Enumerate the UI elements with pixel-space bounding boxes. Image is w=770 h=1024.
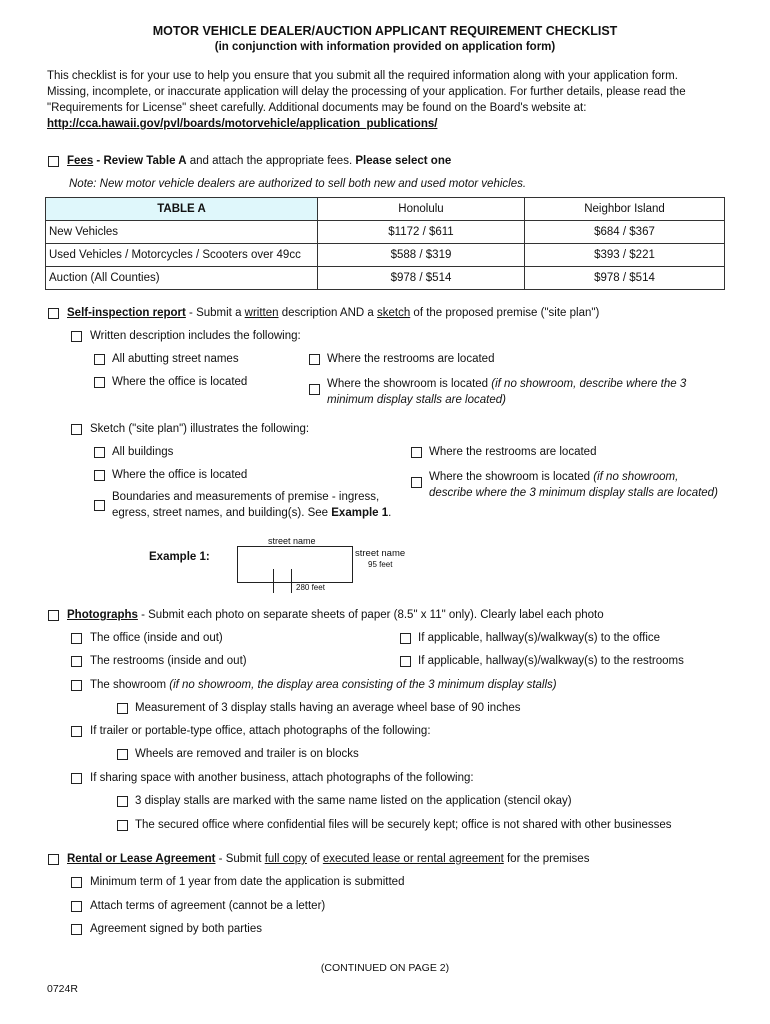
intro-line-2: Missing, incomplete, or inaccurate application will delay the processing of your application. For further details, please read the [47,86,686,98]
intro-line-3: "Requirements for License" sheet carefully. Additional documents may be found on the Board's website at: [47,102,587,114]
self-inspection-checkbox[interactable] [48,308,59,319]
feet-bottom: 280 feet [296,583,325,592]
boundaries-label-2 [112,507,391,519]
sketch-label: Sketch ("site plan") illustrates the following: [90,423,310,435]
wd-office-checkbox[interactable] [94,377,105,388]
wd-restrooms-checkbox[interactable] [309,354,320,365]
table-row [46,221,725,244]
min-term-label: Minimum term of 1 year from date the application is submitted [90,876,405,888]
hallway-restrooms-checkbox[interactable] [400,656,411,667]
sk-showroom-note-2: describe where the 3 minimum display stalls are located) [429,487,718,499]
table-header-cell: Honolulu [318,198,525,221]
sketch-divider [273,569,274,593]
self-inspection-text: - Submit a [185,307,245,319]
written-word: written [244,307,279,319]
self-inspection-line [67,307,599,319]
hallway-office-checkbox[interactable] [400,633,411,644]
stalls-measure-checkbox[interactable] [117,703,128,714]
rental-text: for the premises [503,853,590,865]
rental-label: Rental or Lease Agreement [67,853,216,865]
sketch-word: sketch [376,307,411,319]
fees-checkbox[interactable] [48,156,59,167]
board-website-link[interactable]: http://cca.hawaii.gov/pvl/boards/motorvehicle/application_publications/ [47,118,438,130]
street-name-right: street name [355,548,406,559]
wd-showroom-checkbox[interactable] [309,384,320,395]
wd-showroom-note-2: minimum display stalls are located) [327,394,506,406]
photo-office-checkbox[interactable] [71,633,82,644]
hallway-office-label: If applicable, hallway(s)/walkway(s) to the office [418,632,661,644]
example-ref: Example 1 [331,507,389,519]
table-row [46,244,725,267]
fees-dash: - [93,155,104,167]
sk-office-label: Where the office is located [112,469,248,481]
table-cell: Auction (All Counties) [46,267,318,290]
secured-office-checkbox[interactable] [117,820,128,831]
self-inspection-text: description AND a [278,307,377,319]
sk-restrooms-checkbox[interactable] [411,447,422,458]
table-header-cell: TABLE A [46,198,318,221]
rental-line [67,853,589,865]
stalls-measure-label: Measurement of 3 display stalls having an average wheel base of 90 inches [135,702,521,714]
street-names-checkbox[interactable] [94,354,105,365]
buildings-checkbox[interactable] [94,447,105,458]
boundaries-label-1: Boundaries and measurements of premise - ingress, [112,491,380,503]
trailer-label: If trailer or portable-type office, attach photographs of the following: [90,725,431,737]
wd-showroom-note: (if no showroom, describe where the 3 [491,378,687,390]
table-cell: $978 / $514 [525,267,725,290]
table-cell: $1172 / $611 [318,221,525,244]
fees-rest: and attach the appropriate fees. [186,155,356,167]
continued-note: (CONTINUED ON PAGE 2) [320,962,450,974]
photo-restrooms-checkbox[interactable] [71,656,82,667]
period: . [388,507,392,519]
page-title: MOTOR VEHICLE DEALER/AUCTION APPLICANT REQUIREMENT CHECKLIST [152,24,618,38]
sk-showroom-note: (if no showroom, [593,471,679,483]
photo-showroom-label [90,679,557,691]
photo-showroom-text: The showroom [90,679,170,691]
full-copy-word: full copy [264,853,307,865]
sk-office-checkbox[interactable] [94,470,105,481]
street-name-top: street name [268,536,316,546]
site-plan-sketch [237,546,353,583]
street-names-label: All abutting street names [112,353,239,365]
sharing-label: If sharing space with another business, attach photographs of the following: [90,772,474,784]
photo-office-label: The office (inside and out) [90,632,223,644]
sk-restrooms-label: Where the restrooms are located [429,446,597,458]
signed-label: Agreement signed by both parties [90,923,262,935]
executed-agreement: executed lease or rental agreement [322,853,504,865]
photo-restrooms-label: The restrooms (inside and out) [90,655,247,667]
fees-note: Note: New motor vehicle dealers are authorized to sell both new and used motor vehicles. [69,178,527,190]
written-description-label: Written description includes the following: [90,330,301,342]
table-cell: $588 / $319 [318,244,525,267]
table-cell: $978 / $514 [318,267,525,290]
rental-checkbox[interactable] [48,854,59,865]
sharing-checkbox[interactable] [71,773,82,784]
min-term-checkbox[interactable] [71,877,82,888]
fee-table [45,197,725,290]
hallway-restrooms-label: If applicable, hallway(s)/walkway(s) to the restrooms [418,655,684,667]
rental-text: - Submit [215,853,265,865]
wd-showroom-text: Where the showroom is located [327,378,492,390]
wd-restrooms-label: Where the restrooms are located [327,353,495,365]
photographs-line [67,609,604,621]
trailer-checkbox[interactable] [71,726,82,737]
boundaries-checkbox[interactable] [94,500,105,511]
example-label: Example 1: [149,551,210,563]
sk-showroom-label [429,471,678,483]
intro-line-1: This checklist is for your use to help you ensure that you submit all the required information along with your application form. [47,70,678,82]
fee-table-header [46,198,725,221]
self-inspection-label: Self-inspection report [67,307,186,319]
table-cell: $393 / $221 [525,244,725,267]
sk-showroom-text: Where the showroom is located [429,471,594,483]
photo-showroom-checkbox[interactable] [71,680,82,691]
sketch-checkbox[interactable] [71,424,82,435]
photographs-checkbox[interactable] [48,610,59,621]
sketch-divider [291,569,292,593]
self-inspection-text: of the proposed premise ("site plan") [410,307,600,319]
wd-showroom-label [327,378,686,390]
photographs-text: - Submit each photo on separate sheets of paper (8.5" x 11" only). Clearly label each photo [137,609,604,621]
attach-terms-label: Attach terms of agreement (cannot be a letter) [90,900,326,912]
stalls-marked-checkbox[interactable] [117,796,128,807]
boundaries-text: egress, street names, and building(s). See [112,507,332,519]
written-description-checkbox[interactable] [71,331,82,342]
fees-label: Fees [67,155,94,167]
table-cell: $684 / $367 [525,221,725,244]
table-row [46,267,725,290]
attach-terms-checkbox[interactable] [71,901,82,912]
feet-right: 95 feet [368,560,393,569]
page-subtitle: (in conjunction with information provided on application form) [214,41,556,53]
rental-text: of [306,853,323,865]
buildings-label: All buildings [112,446,174,458]
fees-line [67,155,451,167]
table-cell: Used Vehicles / Motorcycles / Scooters over 49cc [46,244,318,267]
fees-select: Please select one [355,155,452,167]
form-code: 0724R [47,983,78,995]
wheels-label: Wheels are removed and trailer is on blocks [135,748,359,760]
table-cell: New Vehicles [46,221,318,244]
signed-checkbox[interactable] [71,924,82,935]
stalls-marked-label: 3 display stalls are marked with the same name listed on the application (stencil okay) [135,795,572,807]
sk-showroom-checkbox[interactable] [411,477,422,488]
secured-office-label: The secured office where confidential files will be securely kept; office is not shared with other businesses [135,819,672,831]
table-header-cell: Neighbor Island [525,198,725,221]
photographs-label: Photographs [67,609,138,621]
wheels-checkbox[interactable] [117,749,128,760]
photo-showroom-note: (if no showroom, the display area consisting of the 3 minimum display stalls) [169,679,557,691]
wd-office-label: Where the office is located [112,376,248,388]
fees-review: Review Table A [103,155,187,167]
